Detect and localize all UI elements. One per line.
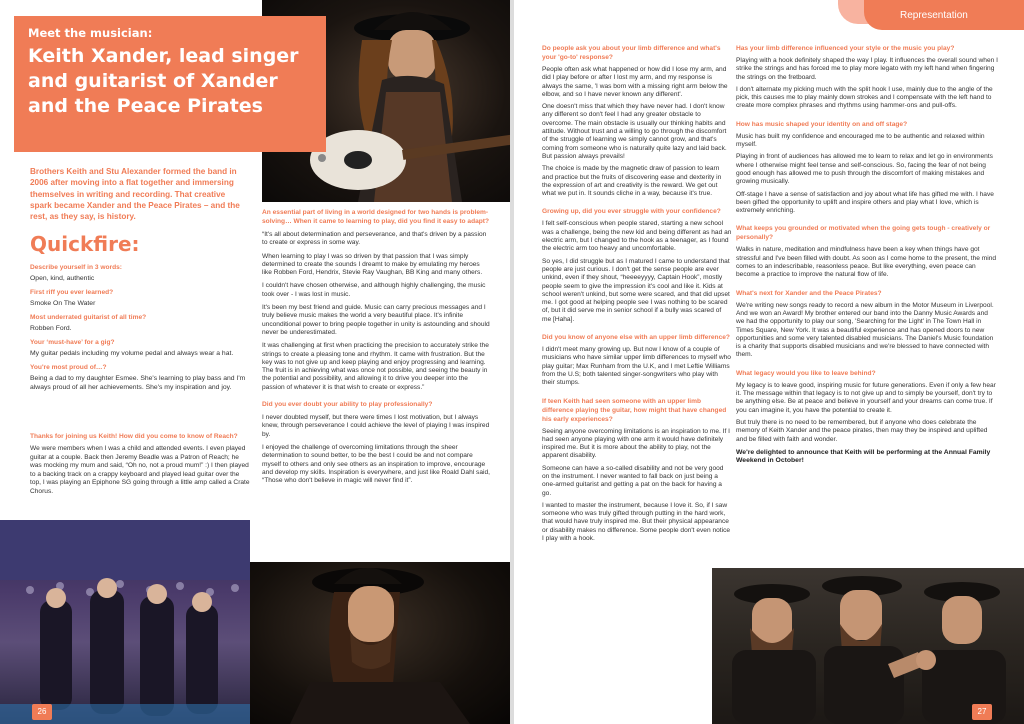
section-heading: Growing up, did you ever struggle with your confidence? xyxy=(542,208,721,216)
paragraph: Seeing anyone overcoming limitations is an inspiration to me. If I had seen anyone playing with one arm it would have definitely inspired me. But it is more about the ability to play, not the apparent disability. xyxy=(542,427,731,460)
paragraph: I didn't meet many growing up. But now I know of a couple of musicians who have similar upper limb differences to myself who play guitar; Max Runham from the U.K, and I met Leftie Williams from the U.S; both talented singer-songwriters who play with their stumps. xyxy=(542,346,731,387)
quickfire-answer: Being a dad to my daughter Esmee. She's learning to play bass and I'm always proud of all her achievements. She's my inspiration and joy. xyxy=(30,375,246,391)
section-body: We were members when I was a child and attended events. I even played guitar at a couple. Back then Jeremy Beadle was a Patron of Reach; he was mocking my mum and said, “Oh no, not a proud mum!” :) I then played to a backing track on a crappy keyboard and played lead guitar over the top, I was playing an Epiphone SG going through a little amp called a Crate Chorus. xyxy=(30,445,250,495)
paragraph: I don't alternate my picking much with the split hook I use, mainly due to the angle of the pick, this causes me to play mainly down strokes and I compensate with the left hand to create more complex phrases and rhythms using hammer-ons and pull-offs. xyxy=(736,85,993,110)
left-page xyxy=(0,0,510,724)
section-heading: If teen Keith had seen someone with an upper limb difference playing the guitar, how might that have changed his early experiences? xyxy=(542,397,727,423)
quickfire-answer: My guitar pedals including my volume pedal and always wear a hat. xyxy=(30,350,234,357)
right-column-2 xyxy=(736,44,998,466)
quickfire-title: Quickfire: xyxy=(30,232,140,256)
page-number: 26 xyxy=(32,704,52,720)
paragraph: My legacy is to leave good, inspiring music for future generations. Even if only a few hear it. The message within that legacy is to not give up and to simply be yourself, don't try to be anything else. Be at peace and believe in yourself and your dreams can come true. If you can imagine it, you have the potential to create it. xyxy=(736,381,996,414)
section-heading: An essential part of living in a world designed for two hands is problem-solving… When it came to learning to play, did you find it easy to adapt? xyxy=(262,209,490,225)
section-heading: Do people ask you about your limb difference and what's your 'go-to' response? xyxy=(542,45,721,61)
paragraph: We're writing new songs ready to record a new album in the Motor Museum in Liverpool. And we won an Award! My brother entered our band into the Danny Music Awards and we had the opportunity to play our song, 'Searching for the Light' in The Town Hall in Times Square, New York. It was a beautiful experience and has opened doors to new opportunities and some very talented disabled musicians. The Daniel's Music foundation is a charity that supports disabled musicians and we're blessed to have connected with them. xyxy=(736,301,994,359)
quickfire-question: Most underrated guitarist of all time? xyxy=(30,314,147,321)
paragraph: Music has built my confidence and encouraged me to be authentic and relaxed within myself. xyxy=(736,132,985,149)
quickfire-answer: Smoke On The Water xyxy=(30,300,96,307)
band-on-stage-photo xyxy=(0,520,250,724)
section-heading: Did you know of anyone else with an upper limb difference? xyxy=(542,334,730,342)
closing-announcement: We're delighted to announce that Keith will be performing at the Annual Family Weekend in October! xyxy=(736,448,991,465)
quickfire-question: You're most proud of…? xyxy=(30,364,107,371)
right-page xyxy=(514,0,1024,724)
paragraph: I never doubted myself, but there were times I lost motivation, but I always knew, through perseverance I could achieve the level of playing I was inspired by. xyxy=(262,414,490,438)
paragraph: I couldn't have chosen otherwise, and although highly challenging, the music took over - I was lost in music. xyxy=(262,282,486,298)
paragraph: “It's all about determination and perseverance, and that's driven by a passion to create or express in some way. xyxy=(262,231,487,247)
paragraph: It's been my best friend and guide. Music can carry precious messages and I truly believe music makes the world a very beautiful place. It's infinite unconditional power to bring people together in unity is astounding and should never be underestimated. xyxy=(262,304,490,336)
quickfire-answer: Open, kind, authentic xyxy=(30,275,95,282)
section-heading: Has your limb difference influenced your style or the music you play? xyxy=(736,45,955,52)
paragraph: Someone can have a so-called disability and not be very good on the instrument. I never wanted to fall back on just being a one-armed guitarist and getting a pat on the back for having a go. xyxy=(542,464,724,497)
section-heading: What keeps you grounded or motivated when the going gets tough - creatively or personally? xyxy=(736,225,991,242)
section-heading: Did you ever doubt your ability to play professionally? xyxy=(262,401,433,409)
section-tab: Representation xyxy=(864,0,1024,30)
paragraph: One doesn't miss that which they have never had. I don't know any different so don't feel I had any greater obstacle to overcome. The main obstacle is usually our thinking habits and attitude. Without trust and a willing to go through the discomfort of the struggle of learning we simply cannot grow, and that's coming from someone who is naturally quite lazy and laid back. But passion always prevails! xyxy=(542,103,727,160)
section-heading: Thanks for joining us Keith! How did you come to know of Reach? xyxy=(30,433,238,440)
paragraph: Walks in nature, meditation and mindfulness have been a key when things have got stressful and I've been filled with doubt. As soon as I come home to the present, the mind comes to an indescribable, reasonless peace. But like everything, even peace can become a practice to improve the natural flow of life. xyxy=(736,246,997,279)
paragraph: Playing in front of audiences has allowed me to learn to relax and let go in environments where I otherwise might feel tense and self-conscious. So, facing the fear of not being good enough has allowed me to push through the discomfort of making mistakes and growing musically. xyxy=(736,153,993,186)
portrait-photo xyxy=(250,562,510,724)
quickfire-question: Your ‘must-have’ for a gig? xyxy=(30,339,115,346)
paragraph: I felt self-conscious when people stared, starting a new school was a challenge, being the new kid and being different as had an electric arm, but I changed to the hook as a teenager, as I found the electric arm too heavy and uncomfortable. xyxy=(542,220,732,253)
section-heading: How has music shaped your identity on and off stage? xyxy=(736,120,908,128)
title-kicker: Meet the musician: xyxy=(28,26,153,40)
left-column-2 xyxy=(262,208,490,485)
band-group-photo xyxy=(712,568,1024,724)
quickfire-list xyxy=(30,258,250,392)
paragraph: I enjoyed the challenge of overcoming limitations through the sheer determination to sound better, to be the best I could be and not compare myself to others and only see others as an inspiration to improve, encourage and develop my skills. Inspiration is everywhere, and just like Roald Dahl said, “Those who don't believe in magic will never find it”. xyxy=(262,443,490,485)
section-heading: What's next for Xander and the Peace Pirates? xyxy=(736,289,882,297)
article-title-box xyxy=(14,16,326,152)
quickfire-question: Describe yourself in 3 words: xyxy=(30,264,122,271)
section-heading: What legacy would you like to leave behind? xyxy=(736,369,876,377)
paragraph: Playing with a hook definitely shaped the way I play. It influences the overall sound when I strike the strings and has forced me to play more legato with my left hand when fingering the strings on the fretboard. xyxy=(736,57,998,81)
paragraph: I wanted to master the instrument, because I love it. So, if I saw someone who was truly gifted through putting in the hard work, that would have truly inspired me. But their physical appearance or disability makes no difference. Some people don't even notice I play with a hook. xyxy=(542,501,731,543)
right-column-1 xyxy=(542,44,732,543)
page-number: 27 xyxy=(972,704,992,720)
intro-paragraph: Brothers Keith and Stu Alexander formed the band in 2006 after moving into a flat together and immersing themselves in writing and recording. That creative spark became Xander and the Peace Pirates – and the rest, as they say, is history. xyxy=(30,167,240,222)
paragraph: When learning to play I was so driven by that passion that I was simply determined to create the sounds I dreamt to make by emulating my heroes like Robben Ford, Hendrix, Stevie Ray Vaughan, BB King and many others. xyxy=(262,252,483,277)
paragraph: People often ask what happened or how did I lose my arm, and did I play before or after I lost my arm, and my response is always the same, 'I was born with a missing right arm below the elbow, and so I have never known any different'. xyxy=(542,66,728,98)
paragraph: So yes, I did struggle but as I matured I came to understand that people are just curious. I don't get the sense people are ever unkind, even if they shout, “heeeeyyyy, Captain Hook”, mostly people seem to give the impression it's cool and like it. Kids at school weren't unkind, but some were scared, and that did upset me. I got good at helping people see I was nothing to be scared of, but it did serve me in senior school if a bully was scared of me [Haha]. xyxy=(542,257,730,323)
paragraph: But truly there is no need to be remembered, but if anyone who does celebrate the memory of Keith Xander and the peace pirates, then may they be inspired and uplifted and be filled with faith and wonder. xyxy=(736,418,988,443)
article-title: Keith Xander, lead singer and guitarist of Xander and the Peace Pirates xyxy=(28,45,299,117)
paragraph: The choice is made by the magnetic draw of passion to learn and practice but the fruits of discovering ease and dexterity in the expression of art and creativity is the reward. We get out what we put in. It sounds cliche in a way, because it's true. xyxy=(542,165,722,198)
quickfire-answer: Robben Ford. xyxy=(30,325,72,332)
paragraph: Off-stage I have a sense of satisfaction and joy about what life has gifted me with. I have been gifted the opportunity to uplift and inspire others and play what I love, which is extremely enriching. xyxy=(736,190,994,215)
paragraph: It was challenging at first when practicing the precision to accurately strike the strings to create a pleasing tone and rhythm. It came with frustration. But the key was to not give up and keep playing and enjoy progressing and learning. The fruit is in achieving what was once not possible, and seeing the beauty in the potential and possibility, and allowing it to drive you deeper into the passion of whatever it is that wish to create or express.” xyxy=(262,342,489,391)
reach-section xyxy=(30,432,252,496)
quickfire-question: First riff you ever learned? xyxy=(30,289,114,296)
